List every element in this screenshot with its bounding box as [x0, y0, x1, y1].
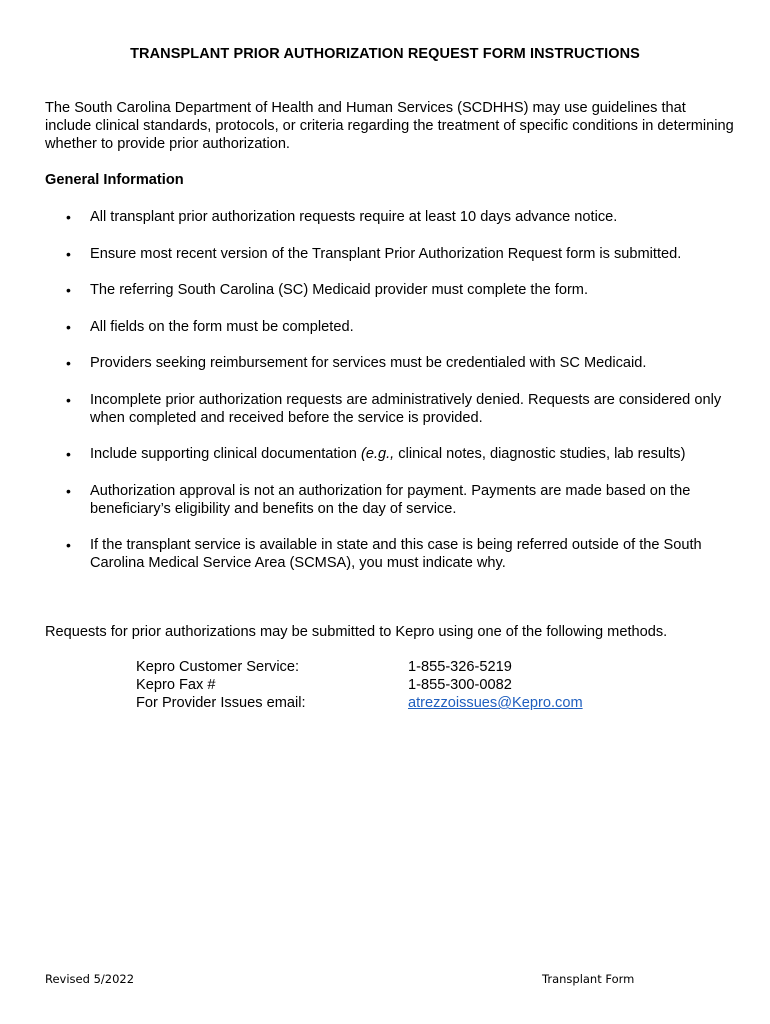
page-title: TRANSPLANT PRIOR AUTHORIZATION REQUEST FORM INSTRUCTIONS [130, 46, 640, 62]
contact-fax: 1-855-300-0082 [408, 677, 512, 693]
general-information-list [45, 208, 735, 591]
bullet-icon: • [66, 482, 71, 499]
list-item [45, 208, 735, 226]
bullet-icon: • [66, 355, 71, 371]
list-item-text: Providers seeking reimbursement for services must be credentialed with SC Medicaid. [90, 355, 647, 371]
bullet-icon: • [66, 245, 71, 262]
list-item [45, 281, 735, 299]
bullet-icon: • [66, 391, 71, 408]
bullet-icon: • [66, 282, 71, 298]
list-item-text: Incomplete prior authorization requests are administratively denied. Requests are considered only when completed and received before the service is provided. [90, 391, 722, 426]
contact-row-customer-service [136, 658, 656, 676]
provider-issues-email-link[interactable]: atrezzoissues@Kepro.com [408, 695, 583, 711]
bullet-icon: • [66, 209, 71, 225]
revision-date: Revised 5/2022 [45, 972, 135, 986]
contact-row-email [136, 694, 656, 712]
bullet-icon: • [66, 537, 71, 553]
contact-row-fax [136, 676, 656, 694]
list-item-text: Authorization approval is not an authorization for payment. Payments are made based on the beneficiary’s eligibility and benefits on the day of service. [90, 482, 691, 517]
submission-instructions: Requests for prior authorizations may be submitted to Kepro using one of the following methods. [45, 624, 668, 640]
list-item [45, 482, 735, 518]
list-item-text: Include supporting clinical documentation [90, 446, 361, 462]
contact-phone: 1-855-326-5219 [408, 659, 512, 675]
contact-label: For Provider Issues email: [136, 695, 306, 711]
list-item-text: If the transplant service is available in state and this case is being referred outside of the South Carolina Medical Service Area (SCMSA), you must indicate why. [90, 537, 702, 571]
contact-label: Kepro Customer Service: [136, 659, 300, 675]
form-name-footer: Transplant Form [542, 972, 635, 986]
bullet-icon: • [66, 446, 71, 462]
list-item [45, 245, 735, 263]
list-item [45, 318, 735, 336]
list-item [45, 445, 735, 463]
list-item [45, 391, 735, 427]
list-item-text: All fields on the form must be completed. [90, 318, 354, 335]
list-item [45, 354, 735, 372]
contact-list [136, 658, 656, 712]
list-item-italic-text: (e.g., [360, 446, 395, 462]
contact-label: Kepro Fax # [136, 677, 216, 693]
list-item [45, 536, 735, 572]
general-information-heading: General Information [45, 172, 184, 188]
list-item-text: All transplant prior authorization requests require at least 10 days advance notice. [90, 209, 618, 225]
list-item-text: clinical notes, diagnostic studies, lab results) [394, 446, 686, 462]
list-item-text: The referring South Carolina (SC) Medicaid provider must complete the form. [90, 282, 589, 298]
intro-paragraph: The South Carolina Department of Health and Human Services (SCDHHS) may use guidelines that include clinical standards, protocols, or criteria regarding the treatment of specific conditions in determining whether to provide prior authorization. [45, 100, 734, 152]
bullet-icon: • [66, 318, 71, 335]
list-item-text: Ensure most recent version of the Transplant Prior Authorization Request form is submitted. [90, 245, 682, 262]
